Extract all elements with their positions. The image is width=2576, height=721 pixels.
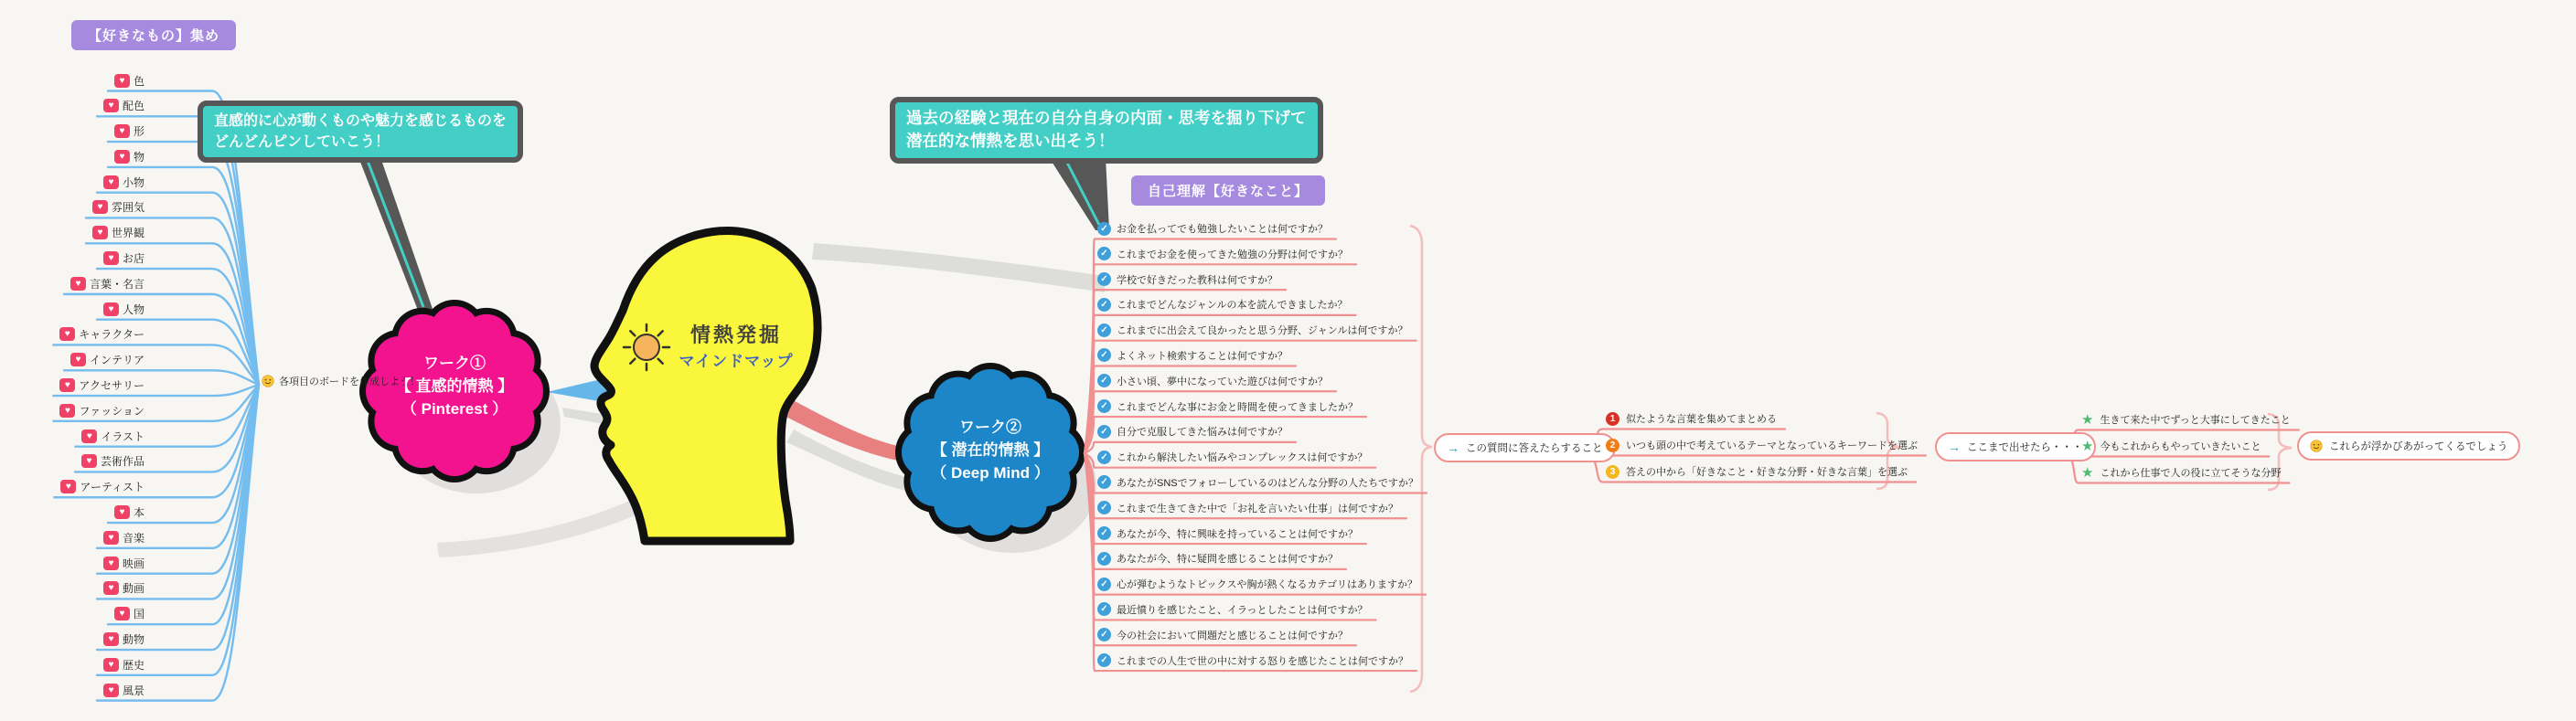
question-item[interactable]: [1097, 398, 1358, 416]
list-item[interactable]: [114, 147, 144, 165]
work1-line2: 【 直感的情熱 】: [395, 377, 514, 395]
list-item-label: ファッション: [79, 404, 144, 418]
list-item-label: 形: [133, 125, 144, 139]
list-item[interactable]: [59, 325, 144, 344]
step-number-badge: 3: [1606, 465, 1619, 479]
arrow-icon: →: [1948, 440, 1961, 454]
question-label: これまでに出会えて良かったと思う分野、ジャンルは何ですか？: [1117, 325, 1408, 337]
list-item[interactable]: [103, 300, 144, 318]
check-icon: ✓: [1097, 399, 1111, 413]
callout-line: 過去の経験と現在の自分自身の内面・思考を掘り下げて: [906, 109, 1307, 127]
list-item[interactable]: [59, 376, 144, 395]
outcome-label: ここまで出せたら・・・: [1967, 442, 2083, 453]
list-item-label: 映画: [122, 557, 144, 570]
check-icon: ✓: [1097, 526, 1111, 540]
central-topic-title: [668, 320, 805, 371]
heart-icon: ♥: [92, 200, 108, 214]
list-item[interactable]: [92, 224, 144, 242]
callout-line: 直感的に心が動くものや魅力を感じるものを: [214, 113, 508, 129]
question-item[interactable]: [1097, 549, 1338, 567]
sun-icon: [624, 324, 669, 370]
work2-line3: （ Deep Mind ）: [931, 464, 1050, 482]
outcome-item[interactable]: [2081, 437, 2261, 455]
list-item[interactable]: [103, 249, 144, 268]
callout-tail-inner: [368, 161, 423, 307]
question-label: これから解決したい悩みやコンプレックスは何ですか？: [1117, 452, 1368, 464]
heart-icon: ♥: [114, 124, 130, 138]
list-item-label: 世界観: [111, 227, 144, 240]
outcome-item[interactable]: [2081, 410, 2291, 429]
question-label: これまでどんなジャンルの本を読んできましたか？: [1117, 300, 1348, 312]
heart-icon: ♥: [103, 99, 119, 112]
heart-icon: ♥: [103, 531, 119, 545]
check-icon: ✓: [1097, 425, 1111, 439]
question-label: 小さい頃、夢中になっていた遊びは何ですか？: [1117, 376, 1328, 387]
list-item-label: 人物: [122, 302, 144, 316]
list-item-label: 物: [133, 150, 144, 164]
list-item-label: 雰囲気: [111, 201, 144, 215]
list-item-label: 本: [133, 506, 144, 520]
heart-icon: ♥: [81, 429, 97, 443]
list-item-label: インテリア: [89, 354, 144, 367]
question-item[interactable]: [1097, 295, 1348, 313]
question-item[interactable]: [1097, 525, 1358, 543]
check-icon: ✓: [1097, 348, 1111, 362]
heart-icon: ♥: [114, 505, 130, 519]
check-icon: ✓: [1097, 298, 1111, 312]
note-label: 各項目のボードを作成しよう！: [279, 376, 420, 387]
list-item[interactable]: [103, 631, 144, 649]
list-item-label: 動物: [122, 633, 144, 647]
list-item[interactable]: [81, 427, 144, 445]
question-item[interactable]: [1097, 652, 1408, 670]
question-label: これまでお金を使ってきた勉強の分野は何ですか？: [1117, 249, 1348, 260]
next-actions-pill[interactable]: [1434, 433, 1616, 462]
star-icon: ★: [2081, 411, 2094, 428]
work2-line1: ワーク②: [959, 419, 1021, 436]
smiley-icon: [262, 375, 274, 387]
step-label: 似たような言葉を集めてまとめる: [1626, 414, 1777, 425]
list-item[interactable]: [103, 554, 144, 572]
heart-icon: ♥: [70, 277, 86, 291]
list-item-label: 小物: [122, 175, 144, 189]
callout-line: 潜在的な情熱を思い出そう！: [906, 132, 1115, 151]
list-item[interactable]: [103, 579, 144, 598]
star-icon: ★: [2081, 464, 2094, 481]
list-item[interactable]: [81, 452, 144, 471]
list-item[interactable]: [114, 122, 144, 141]
heart-icon: ♥: [103, 581, 119, 595]
check-icon: ✓: [1097, 247, 1111, 260]
smiley-icon: [2310, 440, 2323, 452]
list-item[interactable]: [103, 655, 144, 673]
callout-line: どんどんピンしていこう！: [214, 134, 390, 151]
heart-icon: ♥: [103, 302, 119, 316]
list-item-label: アクセサリー: [79, 379, 144, 393]
question-item[interactable]: [1097, 575, 1417, 593]
work1-cloud-label[interactable]: [377, 352, 532, 420]
outcome-pill[interactable]: [1935, 432, 2096, 461]
check-icon: ✓: [1097, 602, 1111, 616]
check-icon: ✓: [1097, 374, 1111, 387]
question-label: 自分で克服してきた悩みは何ですか？: [1117, 427, 1288, 439]
work1-line1: ワーク①: [423, 355, 486, 372]
list-item[interactable]: [70, 351, 144, 369]
heart-icon: ♥: [103, 251, 119, 265]
question-item[interactable]: [1097, 245, 1348, 263]
questions-badge[interactable]: 自己理解【好きなこと】: [1131, 175, 1325, 206]
list-item-label: イラスト: [101, 429, 144, 443]
list-item-label: 国: [133, 608, 144, 621]
heart-icon: ♥: [103, 557, 119, 570]
check-icon: ✓: [1097, 475, 1111, 489]
list-item[interactable]: [59, 401, 144, 419]
shadow-swoosh: [437, 493, 654, 557]
question-item[interactable]: [1097, 448, 1367, 466]
heart-icon: ♥: [114, 74, 130, 88]
list-item-label: 配色: [122, 100, 144, 113]
question-item[interactable]: [1097, 600, 1368, 619]
conclusion-label: これらが浮かびあがってくるでしょう: [2329, 441, 2508, 452]
favorites-badge[interactable]: 【好きなもの】集め: [71, 20, 236, 50]
list-item[interactable]: [114, 71, 144, 90]
callout-deepmind[interactable]: [890, 97, 1323, 164]
check-icon: ✓: [1097, 222, 1111, 236]
title-line2: マインドマップ: [679, 353, 794, 370]
question-item[interactable]: [1097, 372, 1328, 390]
list-item[interactable]: [103, 173, 144, 191]
step-label: 答えの中から「好きなこと・好きな分野・好きな言葉」を選ぶ: [1626, 467, 1908, 478]
outcome-list: [2081, 410, 2291, 482]
question-item[interactable]: [1097, 499, 1398, 517]
question-item[interactable]: [1097, 473, 1418, 492]
steps-list: [1606, 409, 1918, 481]
heart-icon: ♥: [114, 150, 130, 164]
favorites-list: [53, 71, 144, 699]
question-label: 心が弾むようなトピックスや胸が熱くなるカテゴリはありますか？: [1117, 579, 1418, 591]
list-item[interactable]: [114, 504, 144, 522]
list-item-label: 歴史: [122, 658, 144, 672]
heart-icon: ♥: [92, 226, 108, 239]
step-label: いつも頭の中で考えているテーマとなっているキーワードを選ぶ: [1626, 440, 1918, 451]
central-topic-head[interactable]: [594, 231, 818, 541]
question-label: お金を払ってでも勉強したいことは何ですか？: [1117, 224, 1328, 235]
conclusion-pill[interactable]: [2297, 431, 2520, 461]
check-icon: ✓: [1097, 578, 1111, 591]
check-icon: ✓: [1097, 501, 1111, 514]
list-item-label: 色: [133, 74, 144, 88]
outcome-item[interactable]: [2081, 463, 2281, 482]
heart-icon: ♥: [59, 378, 75, 392]
heart-icon: ♥: [103, 175, 119, 189]
question-label: あなたが今、特に興味を持っていることは何ですか？: [1117, 528, 1358, 540]
outcome-item-label: これから仕事で人の役に立てそうな分野: [2100, 468, 2282, 479]
shadow-swoosh: [812, 243, 1105, 292]
question-item[interactable]: [1097, 219, 1328, 238]
work1-line3: （ Pinterest ）: [401, 400, 508, 418]
heart-icon: ♥: [103, 684, 119, 697]
step-item[interactable]: [1606, 462, 1908, 481]
step-number-badge: 1: [1606, 412, 1619, 426]
question-item[interactable]: [1097, 321, 1408, 339]
step-number-badge: 2: [1606, 439, 1619, 452]
check-icon: ✓: [1097, 552, 1111, 566]
question-label: 今の社会において問題だと感じることは何ですか？: [1117, 630, 1348, 641]
check-icon: ✓: [1097, 628, 1111, 641]
list-item-label: 音楽: [122, 531, 144, 545]
list-item-label: 動画: [122, 582, 144, 596]
question-item[interactable]: [1097, 346, 1288, 365]
question-label: これまでどんな事にお金と時間を使ってきましたか？: [1117, 401, 1358, 413]
outcome-item-label: 生きて来た中でずっと大事にしてきたこと: [2100, 415, 2291, 426]
question-item[interactable]: [1097, 626, 1348, 644]
heart-icon: ♥: [59, 404, 75, 418]
list-item[interactable]: [60, 478, 144, 496]
check-icon: ✓: [1097, 451, 1111, 464]
heart-icon: ♥: [70, 353, 86, 366]
work2-line2: 【 潜在的情熱 】: [931, 441, 1050, 459]
question-label: あなたがSNSでフォローしているのはどんな分野の人たちですか？: [1117, 477, 1418, 489]
question-label: 最近憤りを感じたこと、イラっとしたことは何ですか？: [1117, 604, 1368, 616]
list-item-label: 芸術作品: [100, 455, 144, 469]
heart-icon: ♥: [103, 658, 119, 672]
question-item[interactable]: [1097, 270, 1277, 289]
question-label: 学校で好きだった教科は何ですか？: [1117, 274, 1277, 286]
arrow-icon: →: [1447, 440, 1459, 455]
list-item-label: お店: [122, 252, 144, 266]
questions-list: [1097, 219, 1418, 670]
check-icon: ✓: [1097, 323, 1111, 337]
list-item-label: 言葉・名言: [89, 277, 144, 291]
callout-pinterest[interactable]: [198, 101, 523, 163]
step-item[interactable]: [1606, 409, 1777, 428]
work2-cloud-label[interactable]: [913, 416, 1068, 484]
question-label: これまで生きてきた中で「お礼を言いたい仕事」は何ですか？: [1117, 503, 1398, 514]
star-icon: ★: [2081, 438, 2094, 454]
title-line1: 情熱発掘: [689, 323, 782, 346]
next-actions-label: この質問に答えたらすること: [1466, 443, 1603, 454]
check-icon: ✓: [1097, 272, 1111, 286]
list-item-label: キャラクター: [79, 328, 144, 342]
list-item[interactable]: [92, 198, 144, 217]
heart-icon: ♥: [103, 632, 119, 646]
heart-icon: ♥: [81, 454, 97, 468]
question-label: よくネット検索することは何ですか？: [1117, 350, 1288, 362]
heart-icon: ♥: [59, 327, 75, 341]
outcome-item-label: 今もこれからもやっていきたいこと: [2100, 441, 2261, 452]
list-item-label: アーティスト: [80, 481, 144, 494]
check-icon: ✓: [1097, 653, 1111, 667]
step-item[interactable]: [1606, 436, 1918, 454]
list-item[interactable]: [70, 274, 144, 292]
question-item[interactable]: [1097, 422, 1288, 440]
heart-icon: ♥: [114, 607, 130, 620]
list-item-label: 風景: [122, 684, 144, 697]
question-label: これまでの人生で世の中に対する怒りを感じたことは何ですか？: [1117, 655, 1408, 667]
list-item[interactable]: [103, 97, 144, 115]
list-item[interactable]: [114, 605, 144, 623]
heart-icon: ♥: [60, 480, 76, 493]
list-item[interactable]: [103, 681, 144, 699]
question-label: あなたが今、特に疑問を感じることは何ですか？: [1117, 554, 1338, 566]
list-item[interactable]: [103, 528, 144, 546]
